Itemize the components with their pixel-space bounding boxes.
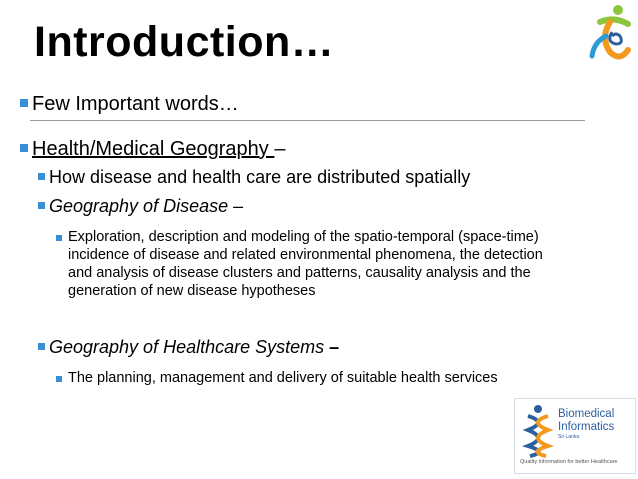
logo-line-1: Biomedical	[558, 408, 615, 420]
bullet-text-italic: Geography of Healthcare Systems	[49, 337, 325, 357]
bullet-square-icon	[20, 99, 28, 107]
bullet-item-few-important-words	[20, 93, 239, 116]
bullet-item-healthcare-description	[56, 369, 538, 387]
logo-subtitle: Sri Lanka	[558, 434, 580, 440]
biomedical-informatics-logo	[514, 398, 636, 474]
bullet-text-dash: –	[274, 138, 286, 160]
logo-line-2: Informatics	[558, 421, 615, 433]
bullet-item-health-geography	[20, 138, 285, 161]
logo-title	[558, 408, 614, 434]
bullet-text-underlined: Health/Medical Geography	[32, 138, 275, 160]
bullet-item-disease-distribution	[38, 167, 470, 188]
bullet-square-icon	[38, 202, 45, 209]
bullet-text: The planning, management and delivery of suitable health services	[68, 370, 498, 386]
title-divider	[30, 120, 585, 121]
logo-tagline: Quality information for better Healthcare	[520, 459, 618, 465]
bullet-item-geography-of-healthcare	[38, 337, 339, 358]
figure-logo-icon	[580, 2, 636, 66]
slide-title: Introduction…	[34, 18, 335, 66]
dna-helix-icon	[520, 404, 556, 458]
bullet-text-italic: Geography of Disease	[49, 196, 229, 216]
bullet-item-geography-of-disease	[38, 196, 243, 217]
bullet-text: Exploration, description and modeling of the spatio-temporal (space-time) incidence of disease and related environmental phenomena, the detection and analysis of disease clusters and patterns, causality analysis and the generation of new disease hypotheses	[68, 229, 543, 299]
bullet-item-disease-description	[56, 228, 568, 300]
bullet-square-icon	[56, 235, 62, 241]
bullet-text: How disease and health care are distributed spatially	[49, 167, 471, 187]
bullet-square-icon	[56, 376, 62, 382]
bullet-square-icon	[20, 144, 28, 152]
bullet-square-icon	[38, 173, 45, 180]
bullet-text-dash: –	[228, 196, 244, 216]
bullet-text-dash: –	[324, 337, 340, 357]
bullet-square-icon	[38, 343, 45, 350]
bullet-text: Few Important words…	[32, 93, 239, 115]
